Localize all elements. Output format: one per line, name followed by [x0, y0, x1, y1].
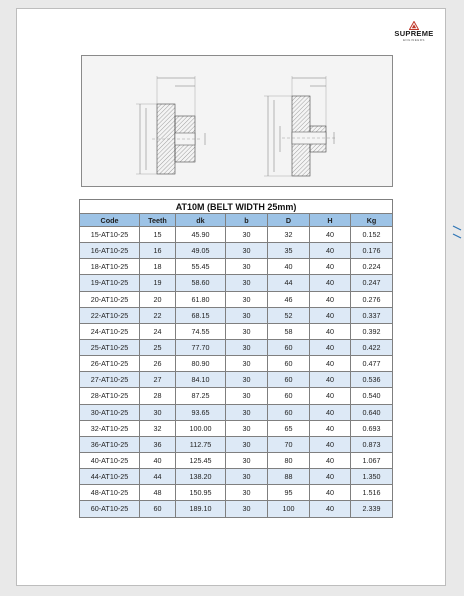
table-row	[80, 388, 393, 404]
table-cell: 30	[226, 356, 268, 372]
table-cell: 28	[140, 388, 176, 404]
table-cell: 40	[310, 485, 351, 501]
table-cell: 0.247	[351, 275, 393, 291]
table-cell: 0.152	[351, 227, 393, 243]
dimensions-table-wrap	[79, 199, 392, 518]
brand-name: SUPREME	[394, 29, 434, 38]
table-cell: 138.20	[176, 469, 226, 485]
table-cell: 30	[226, 436, 268, 452]
table-cell: 18-AT10-25	[80, 259, 140, 275]
column-header: H	[310, 214, 351, 227]
table-cell: 30	[226, 501, 268, 517]
table-cell: 30-AT10-25	[80, 404, 140, 420]
table-cell: 26	[140, 356, 176, 372]
table-cell: 27-AT10-25	[80, 372, 140, 388]
table-row	[80, 275, 393, 291]
table-cell: 60	[268, 339, 310, 355]
table-cell: 30	[226, 275, 268, 291]
table-cell: 22-AT10-25	[80, 307, 140, 323]
table-cell: 95	[268, 485, 310, 501]
table-cell: 18	[140, 259, 176, 275]
table-cell: 40	[310, 372, 351, 388]
table-cell: 48	[140, 485, 176, 501]
table-cell: 0.224	[351, 259, 393, 275]
table-cell: 65	[268, 420, 310, 436]
side-margin-marks	[452, 220, 462, 250]
table-cell: 1.516	[351, 485, 393, 501]
table-cell: 49.05	[176, 243, 226, 259]
table-cell: 0.640	[351, 404, 393, 420]
table-cell: 28-AT10-25	[80, 388, 140, 404]
table-row	[80, 436, 393, 452]
table-cell: 112.75	[176, 436, 226, 452]
table-cell: 19	[140, 275, 176, 291]
table-cell: 60	[268, 372, 310, 388]
table-cell: 30	[226, 227, 268, 243]
column-header: D	[268, 214, 310, 227]
table-cell: 30	[226, 372, 268, 388]
table-cell: 16-AT10-25	[80, 243, 140, 259]
table-row	[80, 452, 393, 468]
table-cell: 30	[226, 259, 268, 275]
table-cell: 40	[310, 388, 351, 404]
table-cell: 93.65	[176, 404, 226, 420]
table-cell: 40	[140, 452, 176, 468]
table-cell: 40	[310, 323, 351, 339]
table-cell: 45.90	[176, 227, 226, 243]
table-cell: 20-AT10-25	[80, 291, 140, 307]
table-cell: 30	[140, 404, 176, 420]
column-header: b	[226, 214, 268, 227]
table-cell: 30	[226, 243, 268, 259]
table-cell: 80.90	[176, 356, 226, 372]
pulley-section-right	[264, 76, 337, 176]
table-row	[80, 307, 393, 323]
table-cell: 58.60	[176, 275, 226, 291]
table-row	[80, 485, 393, 501]
table-cell: 0.337	[351, 307, 393, 323]
table-cell: 30	[226, 404, 268, 420]
table-cell: 0.536	[351, 372, 393, 388]
table-cell: 100	[268, 501, 310, 517]
column-header: Teeth	[140, 214, 176, 227]
table-row	[80, 372, 393, 388]
table-cell: 25	[140, 339, 176, 355]
table-cell: 100.00	[176, 420, 226, 436]
table-cell: 40	[310, 243, 351, 259]
table-row	[80, 404, 393, 420]
table-header-row	[80, 214, 393, 227]
table-cell: 36-AT10-25	[80, 436, 140, 452]
column-header: Kg	[351, 214, 393, 227]
table-cell: 30	[226, 388, 268, 404]
table-cell: 46	[268, 291, 310, 307]
table-cell: 40	[310, 339, 351, 355]
table-cell: 150.95	[176, 485, 226, 501]
table-cell: 22	[140, 307, 176, 323]
pulley-technical-drawing	[81, 55, 393, 187]
table-cell: 60	[268, 356, 310, 372]
table-cell: 40	[310, 501, 351, 517]
table-cell: 40	[310, 275, 351, 291]
table-cell: 40	[310, 404, 351, 420]
pulley-section-left	[136, 76, 205, 174]
table-cell: 0.392	[351, 323, 393, 339]
table-cell: 52	[268, 307, 310, 323]
table-cell: 0.540	[351, 388, 393, 404]
table-row	[80, 259, 393, 275]
table-cell: 40	[310, 420, 351, 436]
table-cell: 30	[226, 339, 268, 355]
table-cell: 61.80	[176, 291, 226, 307]
table-cell: 16	[140, 243, 176, 259]
table-row	[80, 227, 393, 243]
table-cell: 40	[310, 259, 351, 275]
table-cell: 125.45	[176, 452, 226, 468]
column-header: Code	[80, 214, 140, 227]
table-cell: 35	[268, 243, 310, 259]
table-row	[80, 420, 393, 436]
table-cell: 15	[140, 227, 176, 243]
document-page	[16, 8, 446, 586]
table-cell: 55.45	[176, 259, 226, 275]
table-cell: 24-AT10-25	[80, 323, 140, 339]
table-row	[80, 501, 393, 517]
table-cell: 0.176	[351, 243, 393, 259]
table-cell: 30	[226, 323, 268, 339]
table-cell: 26-AT10-25	[80, 356, 140, 372]
table-cell: 0.477	[351, 356, 393, 372]
table-cell: 48-AT10-25	[80, 485, 140, 501]
table-cell: 20	[140, 291, 176, 307]
table-cell: 40	[310, 436, 351, 452]
table-cell: 44-AT10-25	[80, 469, 140, 485]
table-cell: 60	[268, 404, 310, 420]
table-cell: 25-AT10-25	[80, 339, 140, 355]
table-cell: 40	[310, 307, 351, 323]
table-cell: 30	[226, 452, 268, 468]
table-cell: 60	[140, 501, 176, 517]
table-body	[80, 227, 393, 518]
table-row	[80, 291, 393, 307]
table-cell: 58	[268, 323, 310, 339]
table-cell: 30	[226, 307, 268, 323]
table-row	[80, 469, 393, 485]
table-cell: 1.067	[351, 452, 393, 468]
table-cell: 70	[268, 436, 310, 452]
table-cell: 77.70	[176, 339, 226, 355]
table-cell: 0.276	[351, 291, 393, 307]
table-cell: 74.55	[176, 323, 226, 339]
table-cell: 32-AT10-25	[80, 420, 140, 436]
table-cell: 60-AT10-25	[80, 501, 140, 517]
table-cell: 30	[226, 485, 268, 501]
table-row	[80, 339, 393, 355]
brand-tagline: ENGINEERS	[403, 38, 425, 42]
table-row	[80, 243, 393, 259]
table-cell: 30	[226, 420, 268, 436]
table-cell: 40	[310, 356, 351, 372]
table-cell: 1.350	[351, 469, 393, 485]
table-cell: 27	[140, 372, 176, 388]
table-cell: 40	[310, 469, 351, 485]
table-cell: 40	[268, 259, 310, 275]
table-cell: 40	[310, 291, 351, 307]
table-cell: 19-AT10-25	[80, 275, 140, 291]
table-cell: 88	[268, 469, 310, 485]
table-cell: 44	[140, 469, 176, 485]
table-cell: 30	[226, 469, 268, 485]
table-cell: 0.873	[351, 436, 393, 452]
table-cell: 40	[310, 452, 351, 468]
table-cell: 36	[140, 436, 176, 452]
table-cell: 32	[268, 227, 310, 243]
table-row	[80, 323, 393, 339]
table-cell: 68.15	[176, 307, 226, 323]
table-title: AT10M (BELT WIDTH 25mm)	[80, 200, 393, 214]
table-cell: 40-AT10-25	[80, 452, 140, 468]
table-cell: 0.693	[351, 420, 393, 436]
brand-logo	[391, 21, 437, 42]
table-cell: 32	[140, 420, 176, 436]
table-cell: 189.10	[176, 501, 226, 517]
table-cell: 0.422	[351, 339, 393, 355]
table-cell: 15-AT10-25	[80, 227, 140, 243]
table-cell: 2.339	[351, 501, 393, 517]
table-cell: 60	[268, 388, 310, 404]
table-cell: 84.10	[176, 372, 226, 388]
table-cell: 44	[268, 275, 310, 291]
table-row	[80, 356, 393, 372]
table-cell: 40	[310, 227, 351, 243]
table-cell: 30	[226, 291, 268, 307]
table-cell: 80	[268, 452, 310, 468]
dimensions-table	[79, 199, 393, 518]
table-cell: 87.25	[176, 388, 226, 404]
column-header: dk	[176, 214, 226, 227]
table-cell: 24	[140, 323, 176, 339]
